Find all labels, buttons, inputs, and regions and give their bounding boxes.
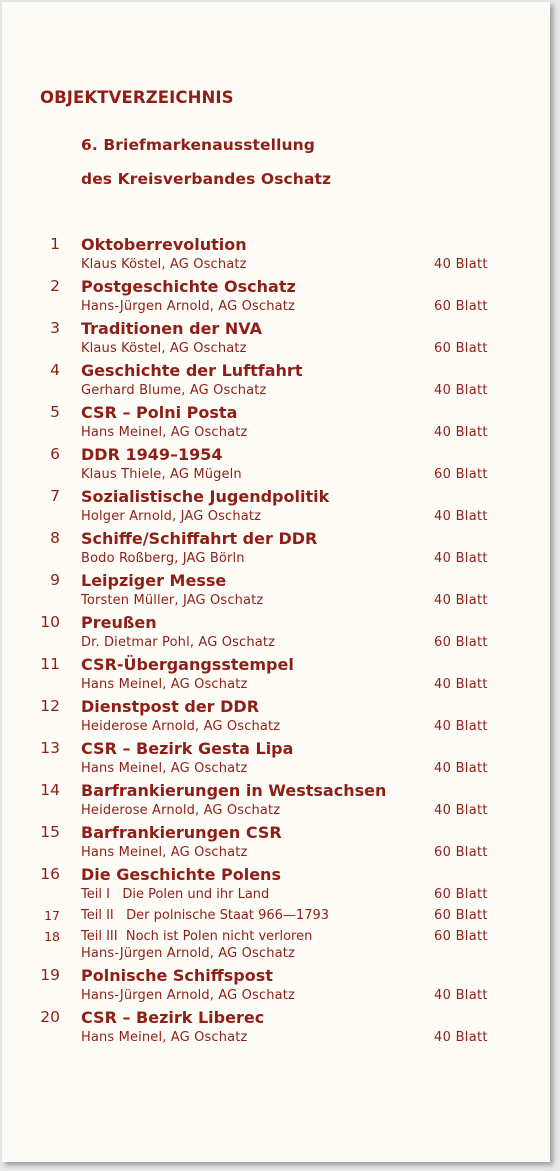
- entry-title: Traditionen der NVA: [81, 319, 262, 338]
- entry-title: Polnische Schiffspost: [81, 966, 273, 985]
- entry-number: 8: [50, 529, 60, 547]
- entry-author: Klaus Thiele, AG Mügeln: [81, 467, 242, 482]
- entry-author: Klaus Köstel, AG Oschatz: [81, 341, 247, 356]
- entry-title: Geschichte der Luftfahrt: [81, 361, 303, 380]
- exhibit-entry: [2, 613, 550, 655]
- entry-title: CSR-Übergangsstempel: [81, 655, 294, 674]
- entry-title: Barfrankierungen in Westsachsen: [81, 781, 387, 800]
- entry-title: CSR – Polni Posta: [81, 403, 238, 422]
- exhibit-list: [2, 235, 550, 1050]
- exhibit-entry: [2, 403, 550, 445]
- entry-author: Torsten Müller, JAG Oschatz: [81, 593, 264, 608]
- entry-author: Hans-Jürgen Arnold, AG Oschatz: [81, 946, 295, 961]
- entry-number: 9: [50, 571, 60, 589]
- entry-quantity: 40 Blatt: [434, 509, 488, 524]
- entry-title: Barfrankierungen CSR: [81, 823, 282, 842]
- entry-quantity: 40 Blatt: [434, 677, 488, 692]
- entry-quantity: 40 Blatt: [434, 719, 488, 734]
- entry-number: 12: [40, 697, 60, 715]
- entry-quantity: 40 Blatt: [434, 988, 488, 1003]
- exhibit-entry: [2, 739, 550, 781]
- entry-quantity: 40 Blatt: [434, 257, 488, 272]
- entry-part-quantity: 60 Blatt: [434, 887, 488, 902]
- entry-quantity: 40 Blatt: [434, 425, 488, 440]
- entry-author: Hans Meinel, AG Oschatz: [81, 1030, 248, 1045]
- entry-title: DDR 1949–1954: [81, 445, 223, 464]
- exhibit-entry: [2, 697, 550, 739]
- entry-number: 1: [50, 235, 60, 253]
- exhibit-entry: [2, 1008, 550, 1050]
- subtitle-line-1: 6. Briefmarkenausstellung: [81, 136, 315, 154]
- entry-number: 15: [40, 823, 60, 841]
- entry-part-label: Teil III Noch ist Polen nicht verloren: [81, 929, 313, 944]
- entry-author: Hans-Jürgen Arnold, AG Oschatz: [81, 988, 295, 1003]
- entry-number: 19: [40, 966, 60, 984]
- entry-author: Bodo Roßberg, JAG Börln: [81, 551, 245, 566]
- exhibit-entry: [2, 655, 550, 697]
- exhibit-entry-multipart: [2, 865, 550, 966]
- entry-author: Holger Arnold, JAG Oschatz: [81, 509, 262, 524]
- entry-number: 16: [40, 865, 60, 883]
- entry-quantity: 40 Blatt: [434, 1030, 488, 1045]
- exhibit-entry: [2, 277, 550, 319]
- entry-author: Gerhard Blume, AG Oschatz: [81, 383, 267, 398]
- entry-number: 11: [40, 655, 60, 673]
- exhibit-entry: [2, 823, 550, 865]
- entry-author: Hans Meinel, AG Oschatz: [81, 677, 248, 692]
- entry-title: Preußen: [81, 613, 157, 632]
- entry-title: Oktoberrevolution: [81, 235, 247, 254]
- exhibit-entry: [2, 235, 550, 277]
- entry-author: Dr. Dietmar Pohl, AG Oschatz: [81, 635, 276, 650]
- entry-quantity: 60 Blatt: [434, 845, 488, 860]
- entry-number: 20: [40, 1008, 60, 1026]
- entry-title: Die Geschichte Polens: [81, 865, 281, 884]
- entry-number: 5: [50, 403, 60, 421]
- entry-author: Klaus Köstel, AG Oschatz: [81, 257, 247, 272]
- entry-part-quantity: 60 Blatt: [434, 929, 488, 944]
- entry-number: 13: [40, 739, 60, 757]
- entry-number: 2: [50, 277, 60, 295]
- entry-author: Hans Meinel, AG Oschatz: [81, 845, 248, 860]
- entry-title: Postgeschichte Oschatz: [81, 277, 296, 296]
- entry-part-quantity: 60 Blatt: [434, 908, 488, 923]
- entry-title: Schiffe/Schiffahrt der DDR: [81, 529, 318, 548]
- entry-quantity: 40 Blatt: [434, 803, 488, 818]
- exhibit-entry: [2, 966, 550, 1008]
- entry-title: Leipziger Messe: [81, 571, 227, 590]
- entry-title: Dienstpost der DDR: [81, 697, 260, 716]
- entry-author: Heiderose Arnold, AG Oschatz: [81, 803, 281, 818]
- entry-number: 6: [50, 445, 60, 463]
- exhibit-entry: [2, 487, 550, 529]
- entry-number: 10: [40, 613, 60, 631]
- entry-author: Heiderose Arnold, AG Oschatz: [81, 719, 281, 734]
- entry-number: 18: [44, 929, 60, 944]
- catalog-page: [2, 2, 550, 1162]
- entry-quantity: 60 Blatt: [434, 341, 488, 356]
- entry-number: 14: [40, 781, 60, 799]
- entry-number: 17: [44, 908, 60, 923]
- exhibit-entry: [2, 361, 550, 403]
- entry-quantity: 40 Blatt: [434, 383, 488, 398]
- entry-number: 4: [50, 361, 60, 379]
- entry-quantity: 60 Blatt: [434, 467, 488, 482]
- entry-part-label: Teil I Die Polen und ihr Land: [81, 887, 270, 902]
- entry-quantity: 40 Blatt: [434, 551, 488, 566]
- entry-author: Hans Meinel, AG Oschatz: [81, 761, 248, 776]
- entry-quantity: 40 Blatt: [434, 761, 488, 776]
- entry-quantity: 60 Blatt: [434, 635, 488, 650]
- page-heading: OBJEKTVERZEICHNIS: [40, 88, 234, 107]
- exhibit-entry: [2, 529, 550, 571]
- entry-quantity: 60 Blatt: [434, 299, 488, 314]
- entry-number: 3: [50, 319, 60, 337]
- exhibit-entry: [2, 571, 550, 613]
- entry-author: Hans Meinel, AG Oschatz: [81, 425, 248, 440]
- entry-quantity: 40 Blatt: [434, 593, 488, 608]
- entry-part-label: Teil II Der polnische Staat 966—1793: [81, 908, 330, 923]
- entry-number: 7: [50, 487, 60, 505]
- entry-author: Hans-Jürgen Arnold, AG Oschatz: [81, 299, 295, 314]
- exhibit-entry: [2, 781, 550, 823]
- entry-title: Sozialistische Jugendpolitik: [81, 487, 330, 506]
- subtitle-line-2: des Kreisverbandes Oschatz: [81, 170, 332, 188]
- entry-title: CSR – Bezirk Gesta Lipa: [81, 739, 294, 758]
- exhibit-entry: [2, 445, 550, 487]
- entry-title: CSR – Bezirk Liberec: [81, 1008, 265, 1027]
- exhibit-entry: [2, 319, 550, 361]
